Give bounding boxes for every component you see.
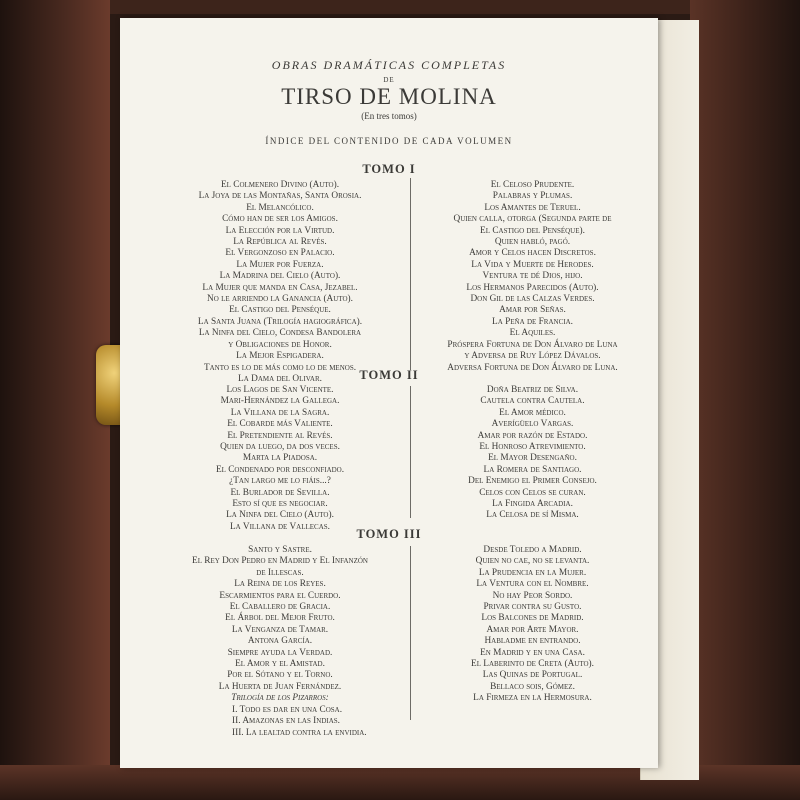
title-entry: y Adversa de Ruy López Dávalos. bbox=[464, 351, 601, 362]
title-entry: I. Todo es dar en una Cosa. bbox=[232, 704, 343, 715]
title-entry: Desde Toledo a Madrid. bbox=[483, 545, 582, 555]
title-entry: La Vida y Muerte de Herodes. bbox=[471, 259, 594, 270]
index-title: ÍNDICE DEL CONTENIDO DE CADA VOLUMEN bbox=[265, 136, 513, 146]
title-entry: El Amor y el Amistad. bbox=[235, 659, 325, 670]
title-entry: El Mayor Desengaño. bbox=[488, 453, 577, 464]
title-entry: Marta la Piadosa. bbox=[242, 453, 318, 464]
title-entry: ¿Tan largo me lo fiáis...? bbox=[229, 476, 331, 487]
title-entry: Quien da luego, da dos veces. bbox=[220, 442, 340, 453]
column-divider bbox=[410, 178, 411, 370]
title-entry: Las Quinas de Portugal. bbox=[482, 670, 583, 681]
series-title: OBRAS DRAMÁTICAS COMPLETAS bbox=[271, 58, 507, 72]
title-entry: Quien habló, pagó. bbox=[494, 237, 571, 248]
title-entry: No hay Peor Sordo. bbox=[492, 590, 573, 601]
title-entry: Santo y Sastre. bbox=[248, 545, 312, 555]
volume-2-right-column bbox=[420, 385, 645, 522]
volume-3-right-column bbox=[420, 545, 645, 705]
title-entry: de Illescas. bbox=[256, 567, 304, 578]
title-entry: Por el Sótano y el Torno. bbox=[227, 670, 333, 681]
title-entry: La Joya de las Montañas, Santa Orosia. bbox=[198, 191, 362, 202]
title-entry: El Rey Don Pedro en Madrid y El Infanzón bbox=[192, 556, 368, 567]
title-entry: El Árbol del Mejor Fruto. bbox=[225, 613, 335, 624]
title-entry: y Obligaciones de Honor. bbox=[228, 339, 332, 350]
title-entry: La Prudencia en la Mujer. bbox=[478, 567, 587, 578]
title-entry: La Villana de la Sagra. bbox=[230, 407, 330, 418]
title-entry: Los Hermanos Parecidos (Auto). bbox=[466, 282, 599, 293]
title-entry: El Vergonzoso en Palacio. bbox=[225, 248, 335, 259]
volume-title-1: TOMO I bbox=[362, 162, 416, 176]
title-entry: La Venganza de Tamar. bbox=[231, 624, 329, 635]
title-entry: El Burlador de Sevilla. bbox=[230, 487, 330, 498]
title-entry: El Amor médico. bbox=[499, 407, 566, 418]
volume-2-left-column bbox=[160, 385, 400, 533]
title-entry: Averígüelo Vargas. bbox=[491, 419, 574, 430]
title-entry: El Aquiles. bbox=[509, 328, 556, 339]
title-entry: El Melancólico. bbox=[246, 202, 314, 213]
title-entry: La Mejor Espigadera. bbox=[236, 351, 324, 362]
title-entry: La Mujer por Fuerza. bbox=[236, 259, 324, 270]
title-entry: El Castigo del Penséque). bbox=[480, 225, 585, 236]
title-entry: La Peña de Francia. bbox=[492, 316, 573, 327]
title-entry: Cautela contra Cautela. bbox=[480, 396, 585, 407]
title-entry: Celos con Celos se curan. bbox=[479, 487, 586, 498]
title-entry: El Laberinto de Creta (Auto). bbox=[471, 659, 594, 670]
title-entry: Amar por Arte Mayor. bbox=[486, 624, 579, 635]
title-entry: Quien no cae, no se levanta. bbox=[475, 556, 590, 567]
title-entry: La Santa Juana (Trilogía hagiográfica). bbox=[197, 316, 363, 327]
title-entry: La Ninfa del Cielo, Condesa Bandolera bbox=[198, 328, 362, 339]
title-entry: Los Lagos de San Vicente. bbox=[226, 385, 334, 395]
book-page bbox=[120, 18, 658, 768]
title-entry: Siempre ayuda la Verdad. bbox=[227, 647, 333, 658]
title-entry: Palabras y Plumas. bbox=[492, 191, 573, 202]
title-entry: La Villana de Vallecas. bbox=[229, 521, 330, 532]
title-entry: Quien calla, otorga (Segunda parte de bbox=[453, 214, 612, 225]
column-divider bbox=[410, 386, 411, 518]
title-entry: Escarmientos para el Cuerdo. bbox=[219, 590, 341, 601]
title-entry: El Colmenero Divino (Auto). bbox=[220, 180, 340, 190]
tomes-note: (En tres tomos) bbox=[361, 111, 417, 121]
title-entry: Cómo han de ser los Amigos. bbox=[222, 214, 338, 225]
title-entry: Próspera Fortuna de Don Álvaro de Luna bbox=[447, 339, 618, 350]
title-entry: Del Enemigo el Primer Consejo. bbox=[468, 476, 597, 487]
title-entry: No le arriendo la Ganancia (Auto). bbox=[207, 294, 353, 305]
title-entry: La Celosa de sí Misma. bbox=[486, 510, 579, 521]
leather-cover-right bbox=[690, 0, 800, 800]
title-entry: Los Amantes de Teruel. bbox=[484, 202, 581, 213]
title-entry: Amor y Celos hacen Discretos. bbox=[469, 248, 596, 259]
volume-1-left-column bbox=[160, 180, 400, 385]
title-entry: La Firmeza en la Hermosura. bbox=[473, 693, 592, 704]
title-entry: La Mujer que manda en Casa, Jezabel. bbox=[202, 282, 358, 293]
title-entry: El Celoso Prudente. bbox=[490, 180, 575, 190]
leather-cover-left bbox=[0, 0, 110, 800]
volume-1-right-column bbox=[420, 180, 645, 374]
title-entry: La Romera de Santiago. bbox=[483, 464, 582, 475]
title-entry: Habladme en entrando. bbox=[484, 636, 581, 647]
title-entry: Doña Beatriz de Silva. bbox=[486, 385, 579, 395]
volume-title-3: TOMO III bbox=[356, 527, 422, 541]
title-entry: Esto sí que es negociar. bbox=[232, 499, 328, 510]
title-entry: La Reina de los Reyes. bbox=[234, 579, 326, 590]
title-entry: El Castigo del Penséque. bbox=[229, 305, 331, 316]
title-entry: La República al Revés. bbox=[233, 237, 327, 248]
title-entry: Privar contra su Gusto. bbox=[483, 602, 582, 613]
column-divider bbox=[410, 546, 411, 720]
title-entry: Amar por razón de Estado. bbox=[477, 430, 588, 441]
volume-3-left-column bbox=[160, 545, 400, 739]
title-entry: El Caballero de Gracia. bbox=[229, 602, 331, 613]
title-entry: Adversa Fortuna de Don Álvaro de Luna. bbox=[447, 362, 618, 373]
title-entry: Don Gil de las Calzas Verdes. bbox=[470, 294, 595, 305]
title-entry: Tanto es lo de más como lo de menos. bbox=[203, 362, 357, 373]
title-entry: El Cobarde más Valiente. bbox=[227, 419, 333, 430]
title-entry: La Fingida Arcadia. bbox=[492, 499, 573, 510]
title-entry: En Madrid y en una Casa. bbox=[480, 647, 585, 658]
title-entry: Amar por Señas. bbox=[499, 305, 566, 316]
title-entry: Mari-Hernández la Gallega. bbox=[220, 396, 340, 407]
title-entry: La Ninfa del Cielo (Auto). bbox=[226, 510, 334, 521]
title-entry: Ventura te dé Dios, hijo. bbox=[482, 271, 583, 282]
title-entry: La Dama del Olivar. bbox=[238, 373, 322, 384]
title-entry: El Condenado por desconfiado. bbox=[215, 464, 345, 475]
title-entry: Los Balcones de Madrid. bbox=[481, 613, 584, 624]
de-label: DE bbox=[383, 76, 395, 84]
title-entry: Antona García. bbox=[247, 636, 313, 647]
title-entry: La Ventura con el Nombre. bbox=[476, 579, 589, 590]
title-entry: III. La lealtad contra la envidia. bbox=[232, 727, 367, 738]
title-entry: El Honroso Atrevimiento. bbox=[479, 442, 586, 453]
title-entry: La Huerta de Juan Fernández. bbox=[218, 681, 342, 692]
title-entry: La Madrina del Cielo (Auto). bbox=[219, 271, 341, 282]
title-entry: Bellaco sois, Gómez. bbox=[490, 681, 575, 692]
title-entry: Trilogía de los Pizarros: bbox=[231, 693, 329, 704]
title-entry: El Pretendiente al Revés. bbox=[227, 430, 333, 441]
title-entry: La Elección por la Virtud. bbox=[225, 225, 335, 236]
book-top-edge bbox=[0, 0, 800, 14]
title-entry: II. Amazonas en las Indias. bbox=[232, 716, 340, 727]
author-title: TIRSO DE MOLINA bbox=[281, 84, 497, 109]
volume-title-2: TOMO II bbox=[359, 368, 419, 382]
